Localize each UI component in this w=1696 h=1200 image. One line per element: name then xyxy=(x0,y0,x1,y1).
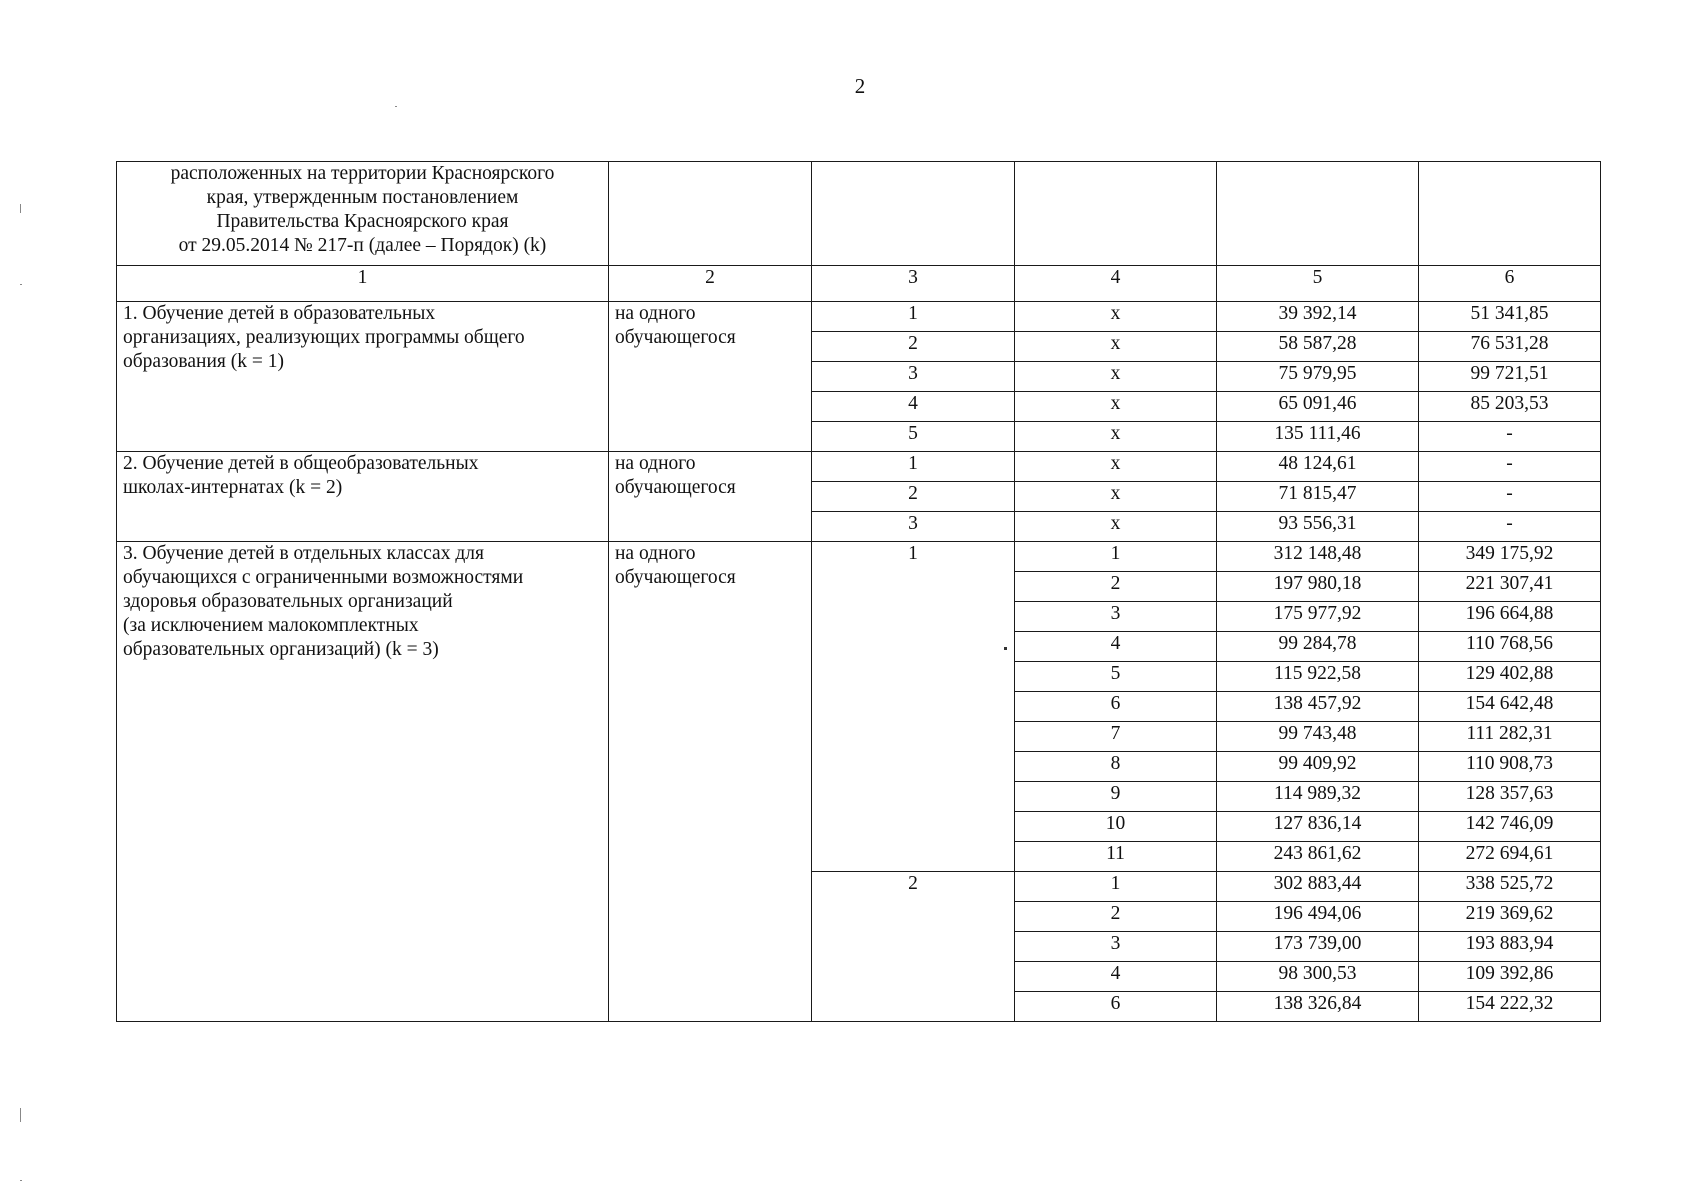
table-row xyxy=(117,452,1601,482)
cell-c5: 39 392,14 xyxy=(1217,302,1419,332)
cell-c5: 115 922,58 xyxy=(1217,662,1419,692)
cell-c4: x xyxy=(1015,362,1217,392)
cell-c4: 5 xyxy=(1015,662,1217,692)
cell-c6: 129 402,88 xyxy=(1419,662,1601,692)
cell-c5: 99 743,48 xyxy=(1217,722,1419,752)
cell-c4: 1 xyxy=(1015,872,1217,902)
cell-c6: 349 175,92 xyxy=(1419,542,1601,572)
cell-c4: x xyxy=(1015,302,1217,332)
scan-speck xyxy=(20,284,22,285)
cell-c5: 71 815,47 xyxy=(1217,482,1419,512)
cell-c4: 8 xyxy=(1015,752,1217,782)
cell-c6: 110 908,73 xyxy=(1419,752,1601,782)
cell-c4: x xyxy=(1015,422,1217,452)
cell-c4: 6 xyxy=(1015,692,1217,722)
cell-c3: 1 xyxy=(812,302,1015,332)
description-line: школах-интернатах (k = 2) xyxy=(123,477,343,498)
cell-c4: 7 xyxy=(1015,722,1217,752)
cell-c3: 3 xyxy=(812,362,1015,392)
column-number: 6 xyxy=(1419,266,1601,302)
cell-c5: 99 284,78 xyxy=(1217,632,1419,662)
cell-c5: 173 739,00 xyxy=(1217,932,1419,962)
cell-c4: 2 xyxy=(1015,902,1217,932)
cell-c4: 2 xyxy=(1015,572,1217,602)
cell-c5: 302 883,44 xyxy=(1217,872,1419,902)
description-line: здоровья образовательных организаций xyxy=(123,591,453,612)
cell-c3: 5 xyxy=(812,422,1015,452)
description-line: (за исключением малокомплектных xyxy=(123,615,419,636)
cell-c5: 243 861,62 xyxy=(1217,842,1419,872)
description-line: образования (k = 1) xyxy=(123,351,284,372)
data-table xyxy=(116,161,1601,1022)
cell-c4: 3 xyxy=(1015,932,1217,962)
cell-c6: 338 525,72 xyxy=(1419,872,1601,902)
cell-c4: 1 xyxy=(1015,542,1217,572)
description-line: образовательных организаций) (k = 3) xyxy=(123,639,439,660)
group-cell-c3: 1 xyxy=(812,542,1015,872)
cell-c4: x xyxy=(1015,392,1217,422)
cell-c5: 93 556,31 xyxy=(1217,512,1419,542)
header-line: от 29.05.2014 № 217-п (далее – Порядок) (k) xyxy=(178,235,547,256)
cell-c6: 99 721,51 xyxy=(1419,362,1601,392)
cell-c3: 2 xyxy=(812,482,1015,512)
section-description xyxy=(117,302,609,452)
cell-c4: x xyxy=(1015,332,1217,362)
cell-c4: 6 xyxy=(1015,992,1217,1022)
cell-c6: 109 392,86 xyxy=(1419,962,1601,992)
cell-c5: 99 409,92 xyxy=(1217,752,1419,782)
cell-c5: 197 980,18 xyxy=(1217,572,1419,602)
scan-speck xyxy=(20,1108,21,1122)
cell-c3: 3 xyxy=(812,512,1015,542)
header-line: края, утвержденным постановлением xyxy=(206,187,519,208)
header-cell xyxy=(117,162,609,266)
cell-c5: 196 494,06 xyxy=(1217,902,1419,932)
cell-c5: 175 977,92 xyxy=(1217,602,1419,632)
cell-c6: 111 282,31 xyxy=(1419,722,1601,752)
description-line: 3. Обучение детей в отдельных классах для xyxy=(123,543,484,564)
cell-c4: 3 xyxy=(1015,602,1217,632)
cell-c4: 4 xyxy=(1015,632,1217,662)
cell-c6: - xyxy=(1419,512,1601,542)
cell-c6: 154 642,48 xyxy=(1419,692,1601,722)
unit-line: обучающегося xyxy=(615,567,736,588)
cell-c5: 312 148,48 xyxy=(1217,542,1419,572)
column-number-row xyxy=(117,266,1601,302)
page-number: 2 xyxy=(854,74,866,98)
cell-c6: - xyxy=(1419,422,1601,452)
cell-c5: 138 457,92 xyxy=(1217,692,1419,722)
header-cell xyxy=(609,162,812,266)
header-cell xyxy=(1015,162,1217,266)
column-number: 2 xyxy=(609,266,812,302)
description-line: организациях, реализующих программы общего xyxy=(123,327,525,348)
cell-c3: 4 xyxy=(812,392,1015,422)
cell-c5: 138 326,84 xyxy=(1217,992,1419,1022)
description-line: 2. Обучение детей в общеобразовательных xyxy=(123,453,479,474)
description-line: 1. Обучение детей в образовательных xyxy=(123,303,436,324)
section-description xyxy=(117,452,609,542)
cell-c6: 154 222,32 xyxy=(1419,992,1601,1022)
cell-c4: 9 xyxy=(1015,782,1217,812)
cell-c6: 51 341,85 xyxy=(1419,302,1601,332)
cell-c4: 10 xyxy=(1015,812,1217,842)
header-row xyxy=(117,162,1601,266)
cell-c5: 58 587,28 xyxy=(1217,332,1419,362)
cell-c6: 76 531,28 xyxy=(1419,332,1601,362)
scan-speck xyxy=(20,1180,22,1181)
cell-c5: 135 111,46 xyxy=(1217,422,1419,452)
column-number: 1 xyxy=(117,266,609,302)
cell-c5: 48 124,61 xyxy=(1217,452,1419,482)
cell-c3: 2 xyxy=(812,332,1015,362)
column-number: 3 xyxy=(812,266,1015,302)
cell-c6: 196 664,88 xyxy=(1419,602,1601,632)
table-row xyxy=(117,302,1601,332)
header-cell xyxy=(1419,162,1601,266)
unit-line: на одного xyxy=(615,303,696,324)
cell-c6: 193 883,94 xyxy=(1419,932,1601,962)
column-number: 4 xyxy=(1015,266,1217,302)
unit-cell xyxy=(609,542,812,1022)
cell-c4: 11 xyxy=(1015,842,1217,872)
scan-speck xyxy=(20,204,21,213)
unit-line: обучающегося xyxy=(615,477,736,498)
cell-c4: x xyxy=(1015,512,1217,542)
cell-c4: x xyxy=(1015,482,1217,512)
cell-c5: 127 836,14 xyxy=(1217,812,1419,842)
cell-c5: 98 300,53 xyxy=(1217,962,1419,992)
cell-c4: 4 xyxy=(1015,962,1217,992)
cell-c6: - xyxy=(1419,452,1601,482)
unit-line: обучающегося xyxy=(615,327,736,348)
cell-c6: 221 307,41 xyxy=(1419,572,1601,602)
scan-speck xyxy=(395,106,397,107)
cell-c5: 65 091,46 xyxy=(1217,392,1419,422)
cell-c6: 142 746,09 xyxy=(1419,812,1601,842)
cell-c6: 110 768,56 xyxy=(1419,632,1601,662)
header-cell xyxy=(812,162,1015,266)
unit-cell xyxy=(609,452,812,542)
cell-c6: 85 203,53 xyxy=(1419,392,1601,422)
header-line: Правительства Красноярского края xyxy=(216,211,509,232)
header-line: расположенных на территории Красноярского xyxy=(170,163,555,184)
header-cell xyxy=(1217,162,1419,266)
section-description xyxy=(117,542,609,1022)
cell-c5: 75 979,95 xyxy=(1217,362,1419,392)
cell-c6: 219 369,62 xyxy=(1419,902,1601,932)
unit-line: на одного xyxy=(615,453,696,474)
table-row xyxy=(117,542,1601,572)
cell-c6: 128 357,63 xyxy=(1419,782,1601,812)
cell-c6: 272 694,61 xyxy=(1419,842,1601,872)
column-number: 5 xyxy=(1217,266,1419,302)
description-line: обучающихся с ограниченными возможностями xyxy=(123,567,524,588)
unit-cell xyxy=(609,302,812,452)
group-cell-c3: 2 xyxy=(812,872,1015,1022)
cell-c6: - xyxy=(1419,482,1601,512)
cell-c5: 114 989,32 xyxy=(1217,782,1419,812)
cell-c4: x xyxy=(1015,452,1217,482)
cell-c3: 1 xyxy=(812,452,1015,482)
unit-line: на одного xyxy=(615,543,696,564)
